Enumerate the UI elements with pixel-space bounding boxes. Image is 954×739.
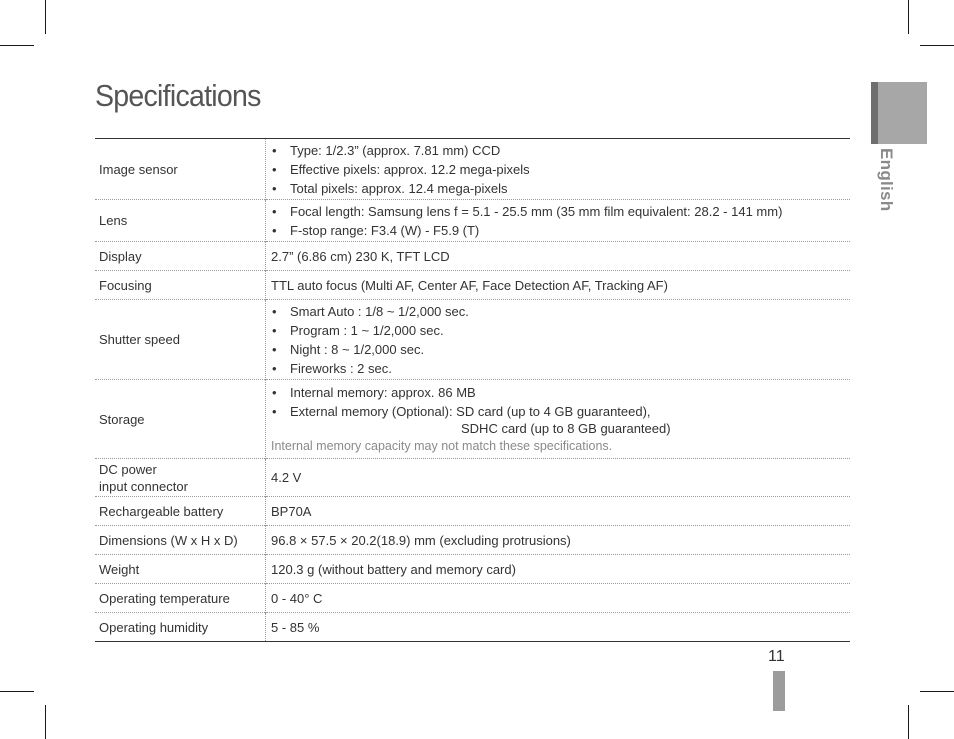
table-row: [95, 300, 850, 380]
table-row: [95, 139, 850, 200]
row-value: 120.3 g (without battery and memory card): [266, 555, 851, 584]
crop-mark: [908, 0, 909, 34]
table-row: [95, 242, 850, 271]
row-label: [95, 459, 266, 497]
row-label: Focusing: [95, 271, 266, 300]
table-row: [95, 271, 850, 300]
table-row: [95, 526, 850, 555]
crop-mark: [920, 691, 954, 692]
row-value: [266, 139, 851, 200]
language-tab-label: English: [877, 148, 896, 212]
list-item: • Effective pixels: approx. 12.2 mega-pixels: [271, 160, 850, 179]
storage-note: Internal memory capacity may not match these specifications.: [271, 439, 613, 453]
row-value: TTL auto focus (Multi AF, Center AF, Face Detection AF, Tracking AF): [266, 271, 851, 300]
list-item: • Fireworks : 2 sec.: [271, 359, 850, 378]
row-value: [266, 380, 851, 459]
row-value: [266, 300, 851, 380]
page-number-tab: [773, 671, 785, 711]
page-title: Specifications: [95, 78, 261, 113]
row-label: Weight: [95, 555, 266, 584]
table-row: [95, 459, 850, 497]
table-row: [95, 497, 850, 526]
crop-mark: [0, 45, 34, 46]
crop-mark: [908, 705, 909, 739]
list-item: • Internal memory: approx. 86 MB: [271, 383, 850, 402]
language-tab-block: [871, 82, 927, 144]
list-item: • Total pixels: approx. 12.4 mega-pixels: [271, 179, 850, 198]
row-label: Operating temperature: [95, 584, 266, 613]
table-row: [95, 584, 850, 613]
list-item: • F-stop range: F3.4 (W) - F5.9 (T): [271, 221, 850, 240]
list-item: • Type: 1/2.3” (approx. 7.81 mm) CCD: [271, 141, 850, 160]
row-label: Dimensions (W x H x D): [95, 526, 266, 555]
row-label-line: input connector: [99, 478, 188, 494]
list-item-continuation: SDHC card (up to 8 GB guaranteed): [461, 421, 671, 436]
table-row: [95, 555, 850, 584]
row-label: Operating humidity: [95, 613, 266, 642]
row-value: 4.2 V: [266, 459, 851, 497]
list-item: • Night : 8 ~ 1/2,000 sec.: [271, 340, 850, 359]
crop-mark: [0, 691, 34, 692]
table-row: [95, 380, 850, 459]
spec-table: [95, 138, 850, 642]
row-label: Lens: [95, 200, 266, 242]
row-label: Storage: [95, 380, 266, 459]
table-row: [95, 613, 850, 642]
row-label: Rechargeable battery: [95, 497, 266, 526]
list-item: • External memory (Optional): SD card (up to 4 GB guaranteed),: [271, 402, 850, 421]
row-label: Display: [95, 242, 266, 271]
row-value: [266, 200, 851, 242]
row-value: 96.8 × 57.5 × 20.2(18.9) mm (excluding protrusions): [266, 526, 851, 555]
list-item: • Focal length: Samsung lens f = 5.1 - 25.5 mm (35 mm film equivalent: 28.2 - 141 mm): [271, 202, 850, 221]
crop-mark: [920, 45, 954, 46]
row-value: BP70A: [266, 497, 851, 526]
list-item: • Smart Auto : 1/8 ~ 1/2,000 sec.: [271, 302, 850, 321]
row-value: 2.7” (6.86 cm) 230 K, TFT LCD: [266, 242, 851, 271]
crop-mark: [45, 705, 46, 739]
row-label-line: DC power: [99, 461, 157, 477]
page-number: 11: [768, 648, 785, 665]
row-value: 0 - 40° C: [266, 584, 851, 613]
list-item: • Program : 1 ~ 1/2,000 sec.: [271, 321, 850, 340]
table-row: [95, 200, 850, 242]
crop-mark: [45, 0, 46, 34]
row-label: Image sensor: [95, 139, 266, 200]
row-label: Shutter speed: [95, 300, 266, 380]
row-value: 5 - 85 %: [266, 613, 851, 642]
